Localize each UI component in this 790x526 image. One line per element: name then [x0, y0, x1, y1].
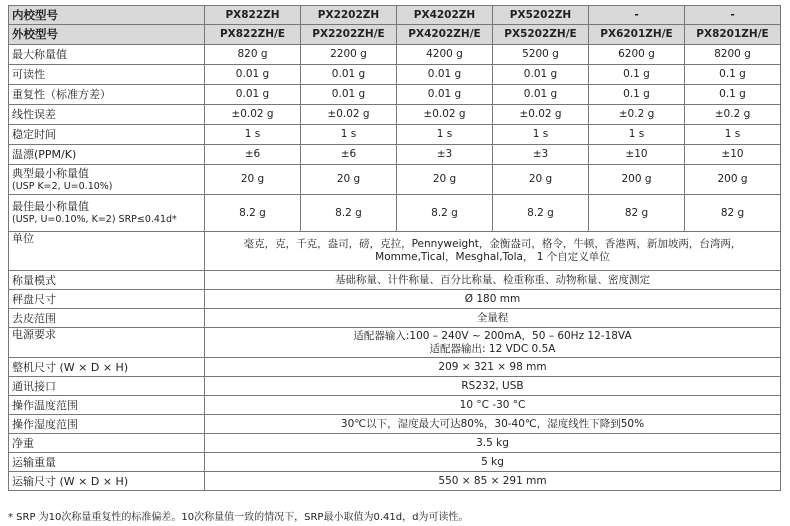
table-row	[9, 290, 781, 309]
value-cell: ±10	[685, 145, 781, 165]
table-row	[9, 328, 781, 358]
value-text: 209 × 321 × 98 mm	[438, 360, 547, 373]
value-cell: 0.1 g	[589, 85, 685, 105]
model-cell: PX5202ZH/E	[493, 25, 589, 45]
value-cell: 20 g	[205, 165, 301, 195]
table-row	[9, 165, 781, 195]
value-cell: 1 s	[685, 125, 781, 145]
model-cell: PX4202ZH/E	[397, 25, 493, 45]
value-cell	[205, 415, 781, 434]
value-cell: 1 s	[301, 125, 397, 145]
table-row	[9, 434, 781, 453]
value-cell: 1 s	[589, 125, 685, 145]
value-cell: 8.2 g	[205, 195, 301, 232]
value-text: 550 × 85 × 291 mm	[438, 474, 547, 487]
value-cell: 20 g	[397, 165, 493, 195]
model-cell: -	[589, 6, 685, 25]
table-row	[9, 415, 781, 434]
model-cell: PX2202ZH	[301, 6, 397, 25]
row-label	[9, 85, 205, 105]
model-cell: PX822ZH	[205, 6, 301, 25]
value-cell: ±0.2 g	[589, 105, 685, 125]
value-cell: 0.1 g	[685, 65, 781, 85]
value-text: 30℃以下，湿度最大可达80%，30-40℃，湿度线性下降到50%	[340, 417, 645, 430]
value-cell: 200 g	[685, 165, 781, 195]
value-cell: 0.01 g	[397, 85, 493, 105]
row-label	[9, 125, 205, 145]
table-row	[9, 309, 781, 328]
value-cell: 8.2 g	[301, 195, 397, 232]
value-text: 3.5 kg	[476, 436, 509, 449]
row-label-text: 典型最小称量值	[12, 166, 89, 180]
row-label: 秤盘尺寸	[9, 290, 205, 309]
row-label: 操作温度范围	[9, 396, 205, 415]
value-text: 5 kg	[481, 455, 504, 468]
row-label: 称量模式	[9, 271, 205, 290]
model-cell: -	[685, 6, 781, 25]
value-cell: 0.01 g	[493, 85, 589, 105]
row-label	[9, 45, 205, 65]
value-cell: 5200 g	[493, 45, 589, 65]
value-cell: 0.01 g	[397, 65, 493, 85]
table-row	[9, 6, 781, 25]
row-label: 运输重量	[9, 453, 205, 472]
value-text: 适配器输入:100 – 240V ~ 200mA，50 – 60Hz 12-18VA	[353, 329, 632, 342]
model-cell: PX6201ZH/E	[589, 25, 685, 45]
row-label	[9, 65, 205, 85]
value-cell: ±3	[493, 145, 589, 165]
value-cell: ±3	[397, 145, 493, 165]
value-cell	[205, 290, 781, 309]
value-text: 全量程	[476, 311, 509, 324]
model-cell: PX8201ZH/E	[685, 25, 781, 45]
value-text-2: 适配器输出: 12 VDC 0.5A	[429, 342, 556, 355]
row-label-text: 稳定时间	[12, 128, 56, 141]
table-row	[9, 25, 781, 45]
value-cell	[205, 309, 781, 328]
model-cell: PX4202ZH	[397, 6, 493, 25]
row-label-text: 重复性（标准方差）	[12, 88, 111, 101]
row-label: 操作湿度范围	[9, 415, 205, 434]
value-cell	[205, 434, 781, 453]
value-cell: 8.2 g	[493, 195, 589, 232]
row-label: 整机尺寸 (W × D × H)	[9, 358, 205, 377]
value-text: Ø 180 mm	[464, 292, 521, 305]
value-cell: 8200 g	[685, 45, 781, 65]
value-cell	[205, 396, 781, 415]
value-cell: 0.01 g	[301, 85, 397, 105]
table-row	[9, 45, 781, 65]
row-label: 外校型号	[9, 25, 205, 45]
model-cell: PX5202ZH	[493, 6, 589, 25]
value-cell	[205, 377, 781, 396]
value-cell: ±10	[589, 145, 685, 165]
table-row	[9, 125, 781, 145]
row-label	[9, 165, 205, 195]
value-cell: 4200 g	[397, 45, 493, 65]
row-label-sub: (USP, U=0.10%, K=2) SRP≤0.41d*	[12, 214, 177, 225]
table-row	[9, 453, 781, 472]
value-text: RS232, USB	[461, 379, 524, 392]
model-cell: PX822ZH/E	[205, 25, 301, 45]
row-label	[9, 195, 205, 232]
value-cell: 0.1 g	[589, 65, 685, 85]
row-label	[9, 145, 205, 165]
spec-table	[8, 5, 781, 491]
model-cell: PX2202ZH/E	[301, 25, 397, 45]
value-cell: 0.01 g	[493, 65, 589, 85]
table-row	[9, 105, 781, 125]
table-row	[9, 472, 781, 491]
row-label-text: 最大称量值	[12, 48, 67, 61]
value-cell	[205, 328, 781, 358]
value-text: 基础称量、计件称量、百分比称量、检重称重、动物称量、密度测定	[335, 273, 650, 286]
table-row	[9, 271, 781, 290]
row-label: 电源要求	[9, 328, 205, 358]
value-cell	[205, 232, 781, 271]
row-label: 单位	[9, 232, 205, 271]
value-text: 毫克，克，千克，盎司，磅，克拉，Pennyweight，金衡盎司，格令，牛顿，香港两，新加坡两，台湾两，Momme,Tical，Mesghal,Tola， 1 个自定义单位	[243, 238, 742, 263]
value-cell: 200 g	[589, 165, 685, 195]
row-label	[9, 105, 205, 125]
value-cell: 82 g	[685, 195, 781, 232]
value-cell: ±0.2 g	[685, 105, 781, 125]
row-label-text: 最佳最小称量值	[12, 200, 89, 213]
row-label: 净重	[9, 434, 205, 453]
value-cell	[205, 358, 781, 377]
value-cell: ±0.02 g	[493, 105, 589, 125]
value-cell: ±6	[205, 145, 301, 165]
table-row	[9, 232, 781, 271]
table-row	[9, 358, 781, 377]
value-cell: ±0.02 g	[397, 105, 493, 125]
value-cell: 8.2 g	[397, 195, 493, 232]
value-cell: 6200 g	[589, 45, 685, 65]
value-cell: ±6	[301, 145, 397, 165]
value-cell: 1 s	[397, 125, 493, 145]
table-row	[9, 195, 781, 232]
row-label-text: 线性误差	[12, 108, 56, 121]
value-cell: 1 s	[205, 125, 301, 145]
value-cell	[205, 453, 781, 472]
value-cell: 20 g	[301, 165, 397, 195]
row-label: 运输尺寸 (W × D × H)	[9, 472, 205, 491]
value-cell	[205, 472, 781, 491]
value-text: 10 °C -30 °C	[459, 398, 526, 411]
footnote: * SRP 为10次称量重复性的标准偏差。10次称量值一致的情况下，SRP最小取值为0.41d，d为可读性。	[8, 512, 469, 523]
value-cell: ±0.02 g	[301, 105, 397, 125]
row-label: 去皮范围	[9, 309, 205, 328]
table-row	[9, 396, 781, 415]
row-label-text: 可读性	[12, 68, 45, 81]
value-cell: 0.1 g	[685, 85, 781, 105]
value-cell: 820 g	[205, 45, 301, 65]
row-label-text: 温漂(PPM/K)	[12, 148, 77, 161]
value-cell	[205, 271, 781, 290]
value-cell: 0.01 g	[205, 65, 301, 85]
value-cell: ±0.02 g	[205, 105, 301, 125]
row-label-sub: (USP K=2, U=0.10%)	[12, 180, 113, 192]
value-cell: 82 g	[589, 195, 685, 232]
value-cell: 0.01 g	[301, 65, 397, 85]
table-row	[9, 65, 781, 85]
table-row	[9, 145, 781, 165]
value-cell: 2200 g	[301, 45, 397, 65]
row-label: 通讯接口	[9, 377, 205, 396]
row-label: 内校型号	[9, 6, 205, 25]
value-cell: 1 s	[493, 125, 589, 145]
value-cell: 20 g	[493, 165, 589, 195]
table-row	[9, 85, 781, 105]
value-cell: 0.01 g	[205, 85, 301, 105]
table-row	[9, 377, 781, 396]
